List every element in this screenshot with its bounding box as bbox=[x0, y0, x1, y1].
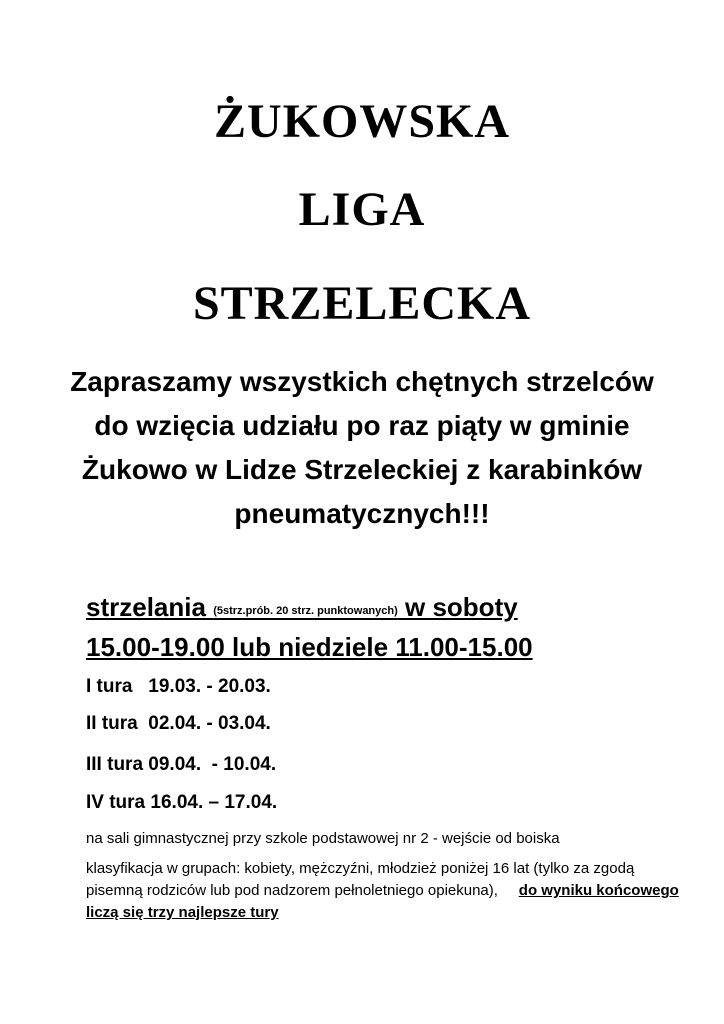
intro-text: Zapraszamy wszystkich chętnych strzelców do wzięcia udziału po raz piąty w gminie Żukowo w Lidze Strzeleckiej z karabinków pneumatycznych!!! bbox=[70, 366, 654, 529]
schedule-shots-note: (5strz.prób. 20 strz. punktowanych) bbox=[213, 605, 398, 617]
location-note: na sali gimnastycznej przy szkole podstawowej nr 2 - wejście od boiska bbox=[86, 830, 560, 847]
schedule-days: w soboty bbox=[405, 592, 518, 622]
round-1: I tura 19.03. - 20.03. bbox=[86, 676, 271, 697]
classification-note bbox=[86, 858, 686, 924]
round-4: IV tura 16.04. – 17.04. bbox=[86, 792, 278, 813]
final-score-note: do wyniku końcowego liczą się trzy najlepsze tury bbox=[86, 882, 679, 921]
schedule-hours: 15.00-19.00 lub niedziele 11.00-15.00 bbox=[86, 632, 533, 662]
title-line-3: STRZELECKA bbox=[192, 277, 532, 330]
round-3: III tura 09.04. - 10.04. bbox=[86, 754, 277, 775]
classification-text: klasyfikacja w grupach: kobiety, mężczyźni, młodzież poniżej 16 lat (tylko za zgodą pisemną rodziców lub pod nadzorem pełnoletniego opiekuna), bbox=[86, 860, 635, 899]
schedule-label: strzelania bbox=[86, 592, 206, 622]
round-2: II tura 02.04. - 03.04. bbox=[86, 713, 271, 734]
title-line-2: LIGA bbox=[298, 183, 426, 236]
schedule-line bbox=[86, 590, 646, 628]
title-line-1: ŻUKOWSKA bbox=[213, 95, 511, 148]
